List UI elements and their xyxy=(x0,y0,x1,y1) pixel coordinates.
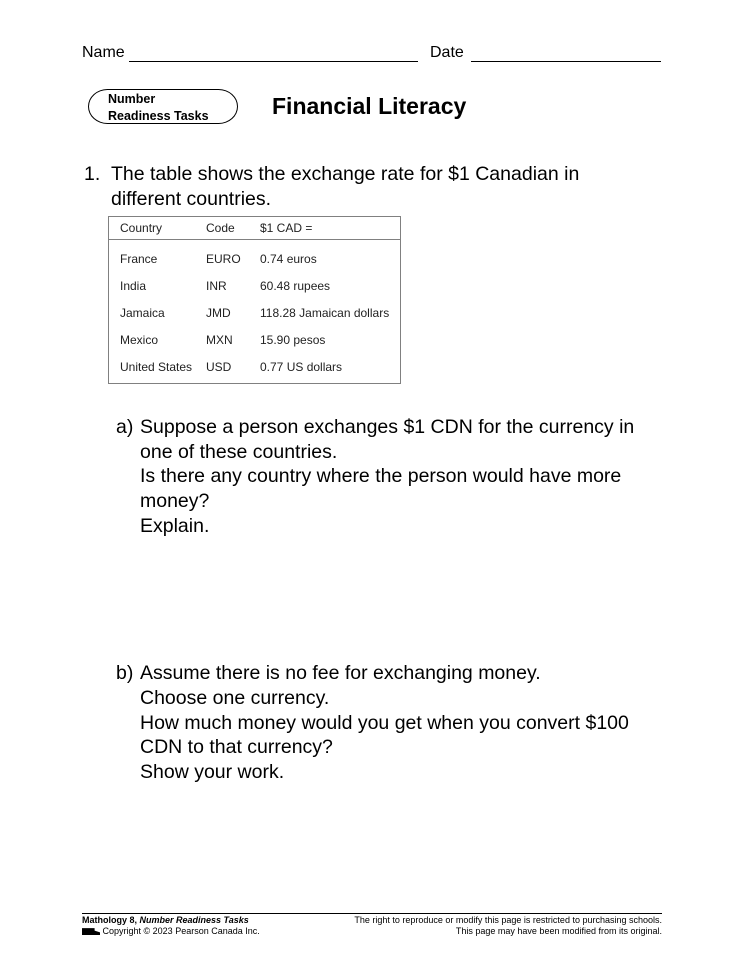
table-header-divider xyxy=(108,239,401,240)
cell-country: Jamaica xyxy=(120,306,165,320)
cell-code: MXN xyxy=(206,333,233,347)
exchange-rate-table xyxy=(108,216,401,384)
cell-code: EURO xyxy=(206,252,241,266)
part-a-line-3: Is there any country where the person would have more xyxy=(140,465,622,487)
question-number: 1. xyxy=(84,163,101,185)
cell-rate: 0.74 euros xyxy=(260,252,317,266)
cell-rate: 15.90 pesos xyxy=(260,333,326,347)
cell-code: INR xyxy=(206,279,227,293)
name-field[interactable] xyxy=(129,61,418,62)
cell-code: USD xyxy=(206,360,232,374)
name-label: Name xyxy=(82,44,125,61)
badge-line-1: Number xyxy=(108,92,156,106)
question-text-line-2: different countries. xyxy=(111,188,272,210)
cell-code: JMD xyxy=(206,306,231,320)
part-b-line-1: Assume there is no fee for exchanging money. xyxy=(140,662,541,684)
part-a-line-4: money? xyxy=(140,490,210,512)
badge-line-2: Readiness Tasks xyxy=(108,109,209,123)
footer-copyright-row xyxy=(82,926,260,937)
footer-book-name: Mathology 8, xyxy=(82,915,140,925)
pearson-logo-icon xyxy=(82,928,100,935)
part-b-line-2: Choose one currency. xyxy=(140,687,330,709)
cell-rate: 118.28 Jamaican dollars xyxy=(260,306,390,320)
table-header-rate: $1 CAD = xyxy=(260,221,313,235)
footer-book-subtitle: Number Readiness Tasks xyxy=(139,915,249,925)
footer-rights-1: The right to reproduce or modify this page is restricted to purchasing schools. xyxy=(354,915,662,925)
cell-country: United States xyxy=(120,360,193,374)
part-b-line-4: CDN to that currency? xyxy=(140,736,333,758)
question-text-line-1: The table shows the exchange rate for $1 Canadian in xyxy=(111,163,580,185)
page-title: Financial Literacy xyxy=(272,93,467,119)
cell-country: Mexico xyxy=(120,333,159,347)
date-label: Date xyxy=(430,44,464,61)
part-b-line-3: How much money would you get when you convert $100 xyxy=(140,712,629,734)
part-a-line-5: Explain. xyxy=(140,515,210,537)
cell-country: France xyxy=(120,252,158,266)
part-b-label: b) xyxy=(116,662,134,684)
footer-book-title xyxy=(82,915,249,926)
table-header-country: Country xyxy=(120,221,163,235)
footer-copyright: Copyright © 2023 Pearson Canada Inc. xyxy=(102,926,260,936)
part-a-line-2: one of these countries. xyxy=(140,441,338,463)
part-a-label: a) xyxy=(116,416,134,438)
part-a-line-1: Suppose a person exchanges $1 CDN for the currency in xyxy=(140,416,635,438)
date-field[interactable] xyxy=(471,61,661,62)
table-header-code: Code xyxy=(206,221,235,235)
cell-rate: 0.77 US dollars xyxy=(260,360,343,374)
part-b-line-5: Show your work. xyxy=(140,761,285,783)
cell-rate: 60.48 rupees xyxy=(260,279,331,293)
cell-country: India xyxy=(120,279,147,293)
footer-rights-2: This page may have been modified from its original. xyxy=(455,926,662,936)
footer-rule xyxy=(82,913,662,914)
